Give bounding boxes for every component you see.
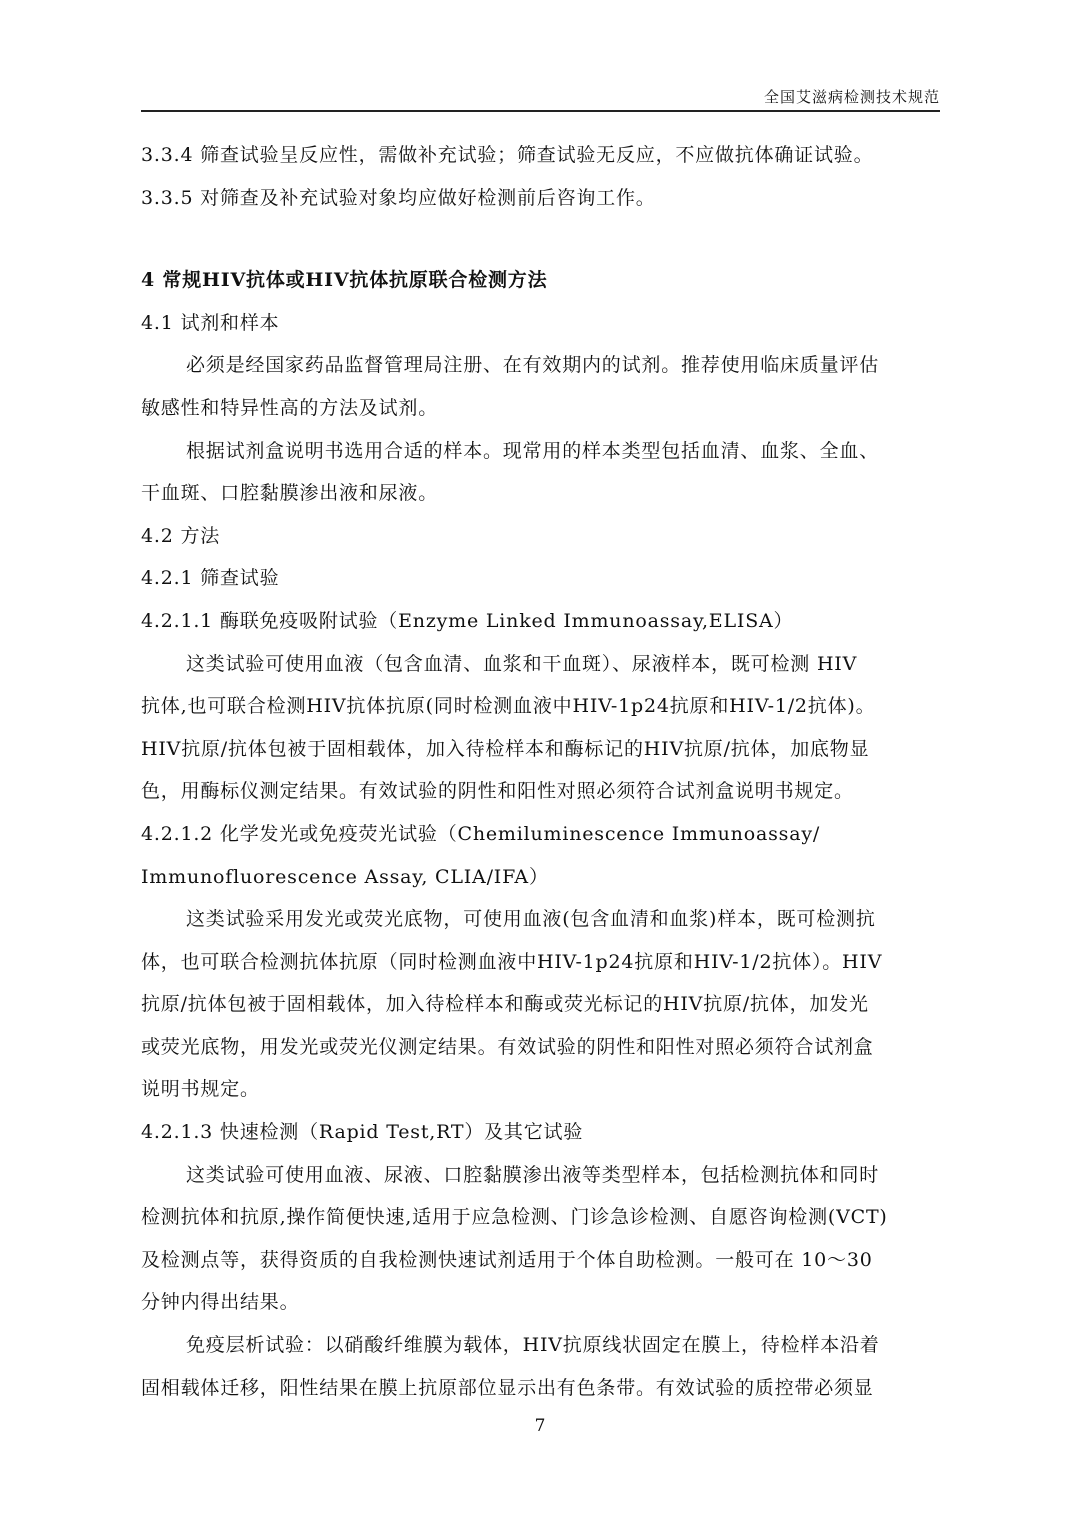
page-number: 7 — [534, 1416, 546, 1436]
section-4-2-1-3-heading: 4.2.1.3 快速检测（Rapid Test,RT）及其它试验 — [141, 1121, 584, 1144]
section-4-2-1-2-heading-cont: Immunofluorescence Assay, CLIA/IFA） — [141, 865, 549, 888]
paragraph-line: 免疫层析试验：以硝酸纤维膜为载体，HIV抗原线状固定在膜上，待检样本沿着 — [186, 1334, 880, 1357]
paragraph-line: 敏感性和特异性高的方法及试剂。 — [141, 396, 439, 419]
section-4-2-1-2-heading: 4.2.1.2 化学发光或免疫荧光试验（Chemiluminescence Immunoassay/ — [141, 822, 821, 845]
paragraph-line: 这类试验可使用血液（包含血清、血浆和干血斑）、尿液样本，既可检测 HIV — [186, 652, 858, 675]
paragraph-line: 检测抗体和抗原,操作简便快速,适用于应急检测、门诊急诊检测、自愿咨询检测(VCT) — [141, 1206, 888, 1229]
paragraph-line: HIV抗原/抗体包被于固相载体，加入待检样本和酶标记的HIV抗原/抗体，加底物显 — [141, 737, 870, 760]
paragraph-line: 分钟内得出结果。 — [141, 1291, 300, 1314]
clause-3-3-5: 3.3.5 对筛查及补充试验对象均应做好检测前后咨询工作。 — [141, 186, 656, 209]
clause-3-3-4: 3.3.4 筛查试验呈反应性，需做补充试验；筛查试验无反应，不应做抗体确证试验。 — [141, 144, 874, 166]
paragraph-line: 抗体,也可联合检测HIV抗体抗原(同时检测血液中HIV-1p24抗原和HIV-1/2抗体)。 — [141, 695, 876, 718]
section-4-2-heading: 4.2 方法 — [141, 524, 221, 547]
paragraph-line: 这类试验采用发光或荧光底物，可使用血液(包含血清和血浆)样本，既可检测抗 — [186, 908, 876, 931]
paragraph-line: 说明书规定。 — [141, 1078, 260, 1101]
paragraph-line: 根据试剂盒说明书选用合适的样本。现常用的样本类型包括血清、血浆、全血、 — [186, 439, 880, 462]
paragraph-line: 固相载体迁移，阳性结果在膜上抗原部位显示出有色条带。有效试验的质控带必须显 — [141, 1376, 874, 1399]
paragraph-line: 抗原/抗体包被于固相载体，加入待检样本和酶或荧光标记的HIV抗原/抗体，加发光 — [141, 993, 869, 1016]
paragraph-line: 体，也可联合检测抗体抗原（同时检测血液中HIV-1p24抗原和HIV-1/2抗体）。HIV — [141, 950, 883, 973]
section-4-heading: 4 常规HIV抗体或HIV抗体抗原联合检测方法 — [141, 269, 548, 292]
header-divider — [141, 110, 940, 112]
section-gap — [141, 219, 941, 259]
paragraph-line: 及检测点等，获得资质的自我检测快速试剂适用于个体自助检测。一般可在 10～30 — [141, 1248, 873, 1271]
running-header: 全国艾滋病检测技术规范 — [763, 88, 940, 106]
section-4-2-1-1-heading: 4.2.1.1 酶联免疫吸附试验（Enzyme Linked Immunoassay,ELISA） — [141, 609, 794, 632]
document-body — [141, 134, 941, 1409]
paragraph-line: 色，用酶标仪测定结果。有效试验的阴性和阳性对照必须符合试剂盒说明书规定。 — [141, 780, 854, 803]
section-4-1-heading: 4.1 试剂和样本 — [141, 311, 280, 334]
paragraph-line: 或荧光底物，用发光或荧光仪测定结果。有效试验的阴性和阳性对照必须符合试剂盒 — [141, 1035, 874, 1058]
paragraph-line: 干血斑、口腔黏膜渗出液和尿液。 — [141, 482, 439, 505]
section-4-2-1-heading: 4.2.1 筛查试验 — [141, 567, 280, 590]
paragraph-line: 这类试验可使用血液、尿液、口腔黏膜渗出液等类型样本，包括检测抗体和同时 — [186, 1163, 880, 1186]
paragraph-line: 必须是经国家药品监督管理局注册、在有效期内的试剂。推荐使用临床质量评估 — [186, 354, 880, 377]
